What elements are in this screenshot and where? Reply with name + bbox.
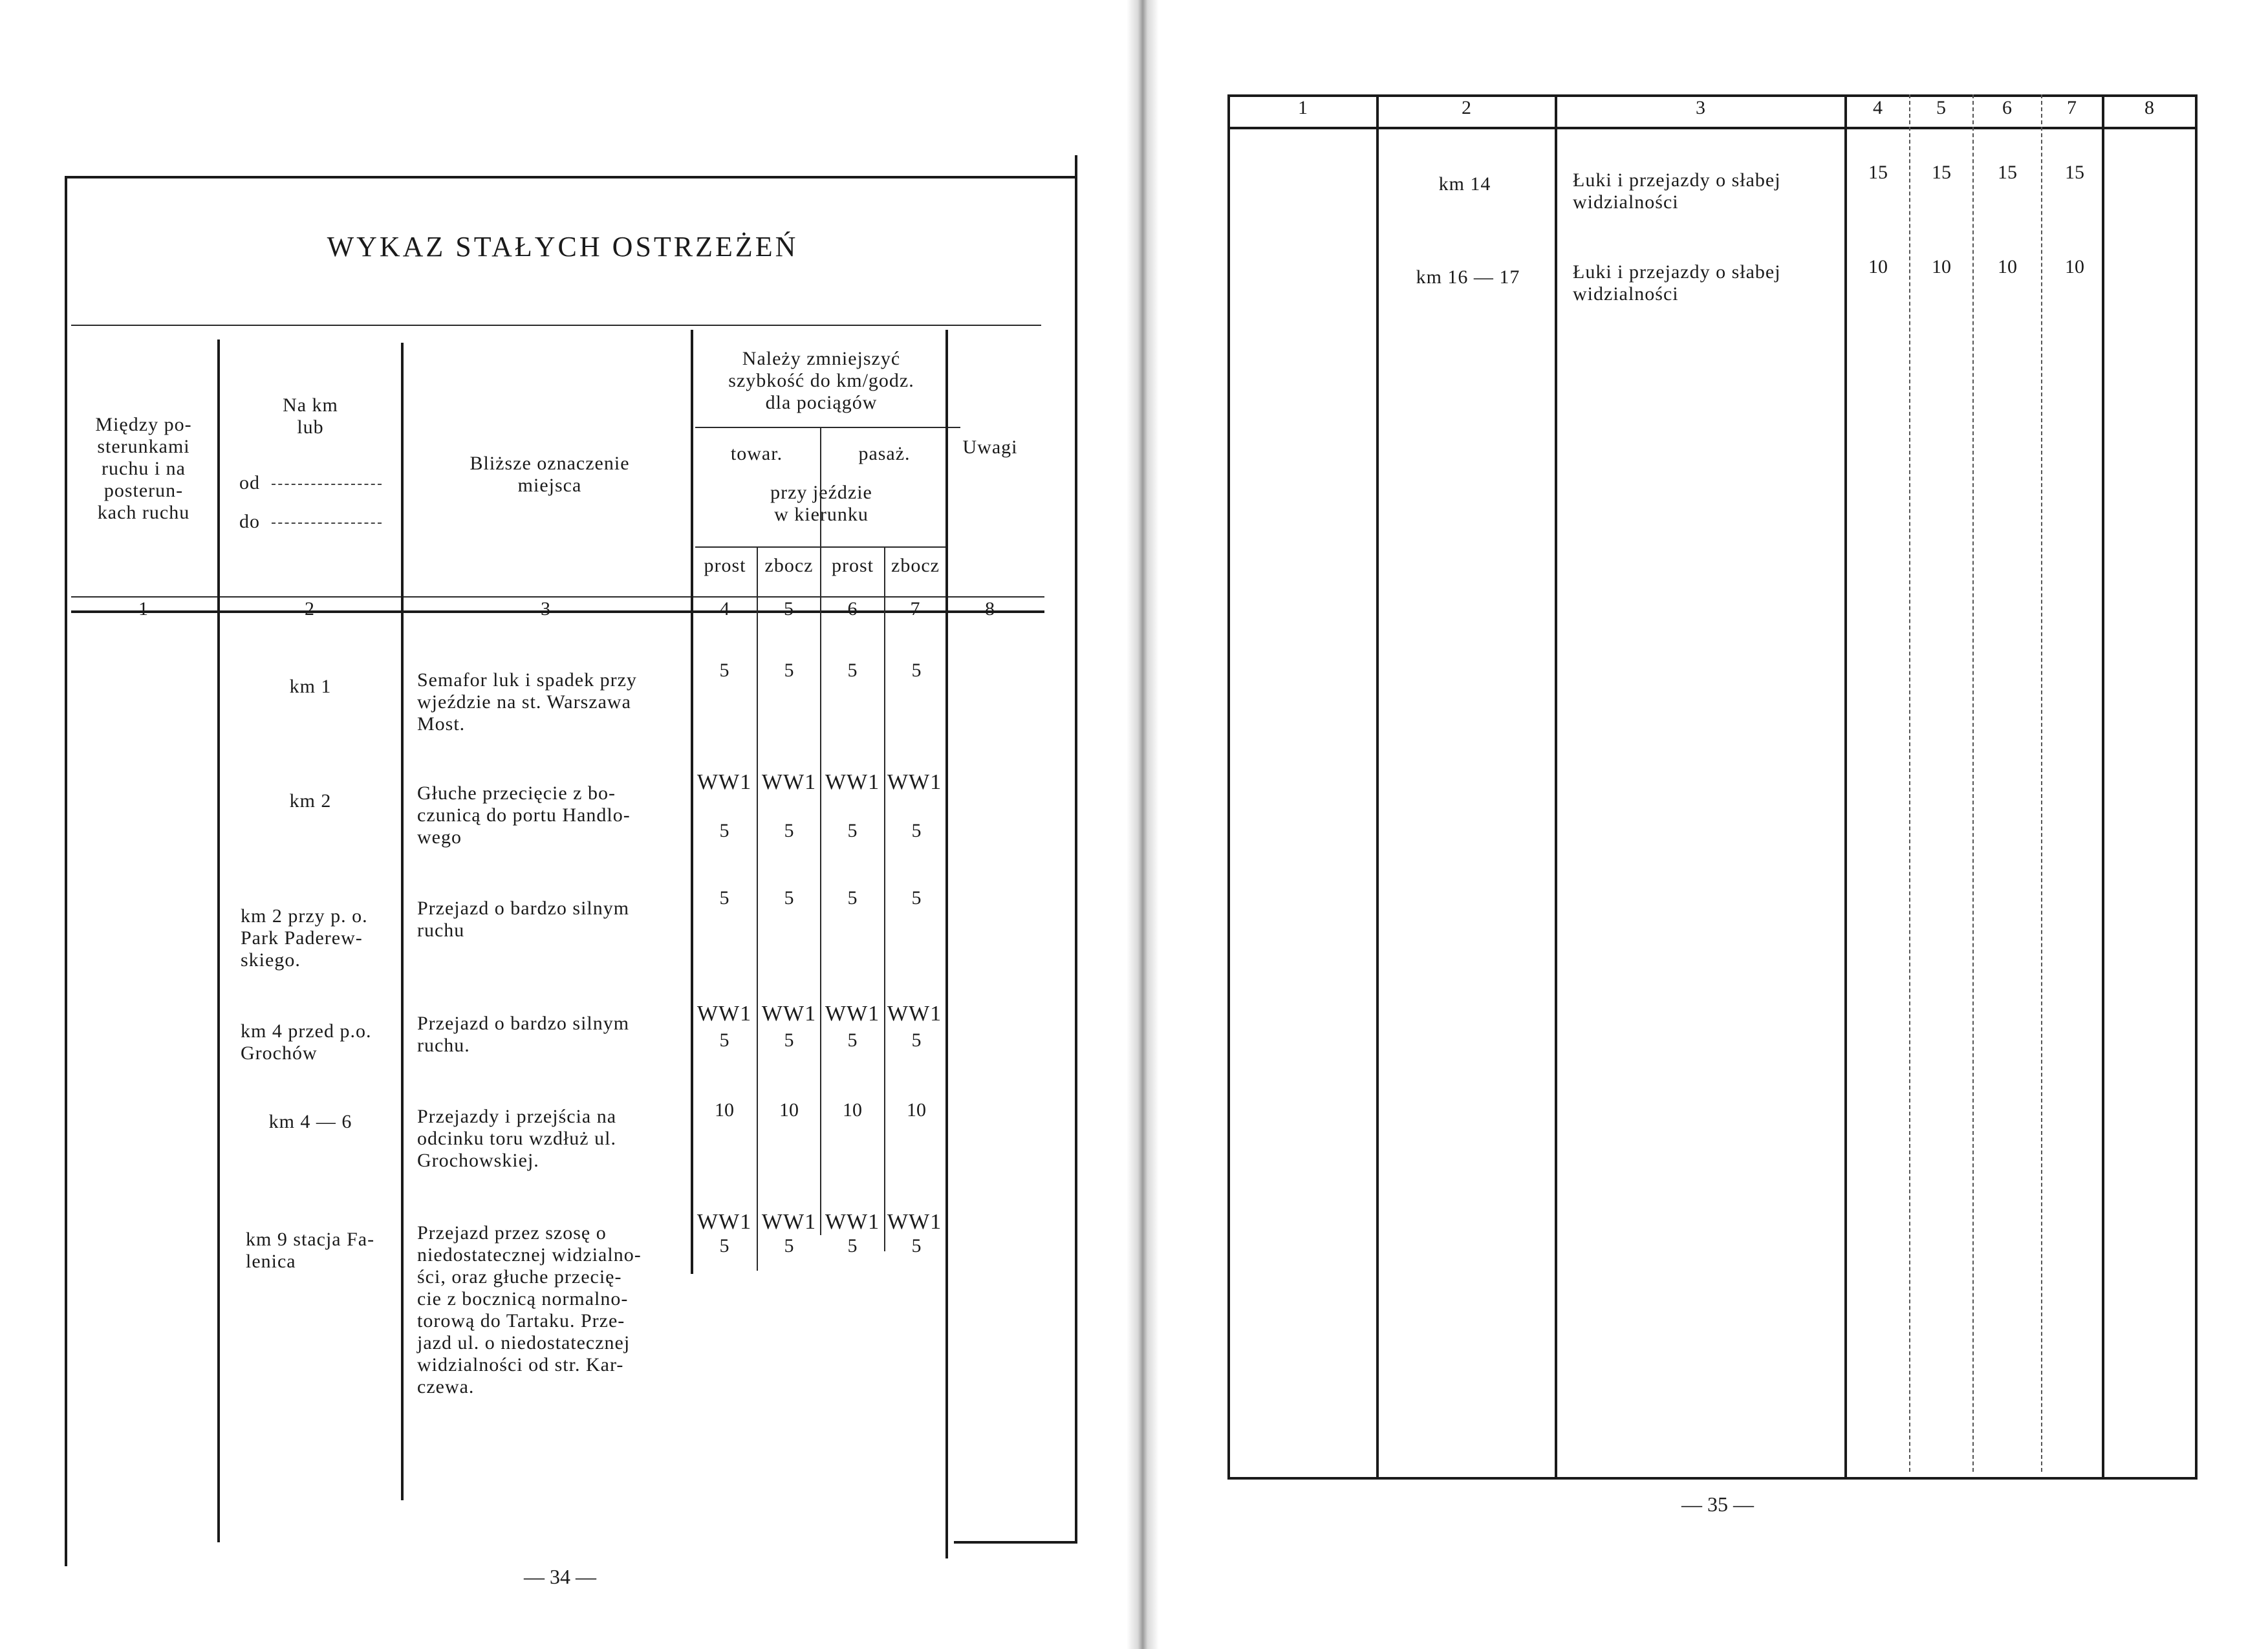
ww-sign-7: WW1 xyxy=(887,770,942,794)
ww-sign-5: WW1 xyxy=(761,770,817,794)
header-pasaz: pasaż. xyxy=(858,443,911,464)
header-col3: Bliższe oznaczenie miejsca xyxy=(470,453,630,496)
colnum-3: 3 xyxy=(541,598,551,620)
speed-cell-6: 10 xyxy=(1998,256,2017,277)
do-dashline xyxy=(272,523,382,524)
table-bottom-border xyxy=(954,1541,1077,1544)
speed-cell-6: 5 xyxy=(847,660,858,681)
colnum-6: 6 xyxy=(2002,97,2013,118)
ww-sign-5: WW1 xyxy=(761,1210,817,1234)
ww-sign-4: WW1 xyxy=(697,1002,752,1026)
col-divider-6 xyxy=(2041,94,2042,1472)
ww-sign-4: WW1 xyxy=(697,770,752,794)
speed-cell-5: 5 xyxy=(784,1029,794,1051)
speed-cell-6: 5 xyxy=(847,820,858,841)
speed-cell-6: 5 xyxy=(847,1029,858,1051)
speed-cell-4: 15 xyxy=(1868,162,1888,183)
header-col2-od: od xyxy=(239,472,260,493)
speed-cell-6: 5 xyxy=(847,1235,858,1256)
speed-cell-7: 5 xyxy=(911,1029,922,1051)
header-zbocz-1: zbocz xyxy=(764,555,814,576)
table-row-km: km 2 xyxy=(289,790,332,812)
colnum-1: 1 xyxy=(1298,97,1308,118)
col-divider-2 xyxy=(401,343,404,1500)
ww-sign-5: WW1 xyxy=(761,1002,817,1026)
colnum-4: 4 xyxy=(1873,97,1883,118)
table-row-km: km 4 przed p.o. Grochów xyxy=(241,1020,372,1064)
header-col2-top: Na km lub xyxy=(283,394,338,438)
speed-cell-5: 5 xyxy=(784,1235,794,1256)
header-zbocz-2: zbocz xyxy=(891,555,940,576)
table-row-km: km 14 xyxy=(1438,173,1491,195)
speed-cell-4: 5 xyxy=(719,660,729,681)
table-row-desc: Przejazd o bardzo silnym ruchu. xyxy=(417,1013,630,1056)
speed-cell-5: 5 xyxy=(784,660,794,681)
table-left-border xyxy=(1227,94,1230,1478)
ww-sign-4: WW1 xyxy=(697,1210,752,1234)
header-prost-1: prost xyxy=(704,555,746,576)
header-col8: Uwagi xyxy=(962,436,1018,458)
speed-cell-5: 15 xyxy=(1932,162,1951,183)
col-divider-3 xyxy=(691,330,693,1274)
table-row-desc: Łuki i przejazdy o słabej widzialności xyxy=(1573,169,1781,213)
table-row-km: km 9 stacja Fa- lenica xyxy=(246,1229,375,1272)
colnum-8: 8 xyxy=(985,598,995,620)
table-row-desc: Przejazdy i przejścia na odcinku toru wzdłuż ul. Grochowskiej. xyxy=(417,1106,617,1171)
table-row-desc: Głuche przecięcie z bo- czunicą do portu Handlo- wego xyxy=(417,782,631,848)
colnum-bottom-line xyxy=(1227,127,2198,129)
table-row-desc: Semafor luk i spadek przy wjeździe na st. Warszawa Most. xyxy=(417,669,637,735)
speed-cell-6: 5 xyxy=(847,887,858,909)
col-divider-5 xyxy=(1972,94,1974,1472)
speed-cell-5: 5 xyxy=(784,887,794,909)
table-row-desc: Łuki i przejazdy o słabej widzialności xyxy=(1573,261,1781,305)
colnum-5: 5 xyxy=(1936,97,1947,118)
colnum-2: 2 xyxy=(1462,97,1472,118)
speed-cell-6: 10 xyxy=(843,1099,862,1121)
speed-cell-4: 10 xyxy=(715,1099,734,1121)
speed-cell-7: 5 xyxy=(911,887,922,909)
ww-sign-7: WW1 xyxy=(887,1002,942,1026)
speed-cell-4: 10 xyxy=(1868,256,1888,277)
colnum-8: 8 xyxy=(2144,97,2155,118)
speed-cell-5: 5 xyxy=(784,820,794,841)
table-row-desc: Przejazd przez szosę o niedostatecznej widzialno- ści, oraz głuche przecię- cie z bocznicą normalno- torową do Tartaku. Prze- jazd ul. o niedostatecznej widzialności od str. Kar- czewa. xyxy=(417,1222,642,1397)
colnum-3: 3 xyxy=(1696,97,1706,118)
header-col2-do: do xyxy=(239,511,260,532)
header-col1: Między po- sterunkami ruchu i na posterun- kach ruchu xyxy=(95,414,192,523)
table-row-km: km 2 przy p. o. Park Paderew- skiego. xyxy=(241,905,368,971)
book-spine xyxy=(1127,0,1159,1649)
header-towar: towar. xyxy=(730,443,783,464)
col-divider-3 xyxy=(1844,94,1847,1478)
speed-cell-7: 10 xyxy=(2065,256,2084,277)
od-dashline xyxy=(272,484,382,485)
colnum-2: 2 xyxy=(305,598,315,620)
speed-cell-7: 5 xyxy=(911,660,922,681)
colnum-6: 6 xyxy=(847,598,858,620)
header-subline-1 xyxy=(695,427,960,428)
colnum-1: 1 xyxy=(138,598,149,620)
speed-cell-4: 5 xyxy=(719,1029,729,1051)
col-divider-1 xyxy=(1376,94,1379,1478)
table-top-border xyxy=(65,176,1077,178)
colnum-7: 7 xyxy=(2067,97,2077,118)
speed-cell-5: 10 xyxy=(779,1099,799,1121)
colnum-5: 5 xyxy=(784,598,794,620)
header-direction: przy jeździe w kierunku xyxy=(770,482,872,525)
speed-cell-4: 5 xyxy=(719,887,729,909)
speed-cell-6: 15 xyxy=(1998,162,2017,183)
colnum-7: 7 xyxy=(910,598,921,620)
table-row-km: km 4 — 6 xyxy=(268,1111,352,1132)
ww-sign-6: WW1 xyxy=(825,1210,880,1234)
colnum-4: 4 xyxy=(720,598,730,620)
table-right-border xyxy=(1075,155,1077,1542)
page-number-right: — 35 — xyxy=(1681,1493,1754,1516)
table-left-border xyxy=(65,176,67,1566)
table-row-desc: Przejazd o bardzo silnym ruchu xyxy=(417,898,630,941)
ww-sign-7: WW1 xyxy=(887,1210,942,1234)
col-divider-4 xyxy=(1909,94,1910,1472)
ww-sign-6: WW1 xyxy=(825,770,880,794)
ww-sign-6: WW1 xyxy=(825,1002,880,1026)
speed-cell-4: 5 xyxy=(719,1235,729,1256)
col-divider-2 xyxy=(1555,94,1557,1478)
speed-cell-7: 5 xyxy=(911,1235,922,1256)
table-row-km: km 1 xyxy=(289,676,332,697)
header-top-line xyxy=(71,325,1041,326)
speed-cell-7: 5 xyxy=(911,820,922,841)
table-right-border xyxy=(2195,94,2198,1478)
header-speed-group: Należy zmniejszyć szybkość do km/godz. dla pociągów xyxy=(728,348,914,413)
page-number-left: — 34 — xyxy=(524,1565,596,1588)
table-row-km: km 16 — 17 xyxy=(1416,266,1520,288)
table-bottom-border xyxy=(1227,1477,2198,1480)
header-subline-2 xyxy=(695,546,947,548)
col-divider-7 xyxy=(2102,94,2104,1478)
col-divider-1 xyxy=(217,339,220,1542)
page-title: WYKAZ STAŁYCH OSTRZEŻEŃ xyxy=(327,231,799,263)
header-prost-2: prost xyxy=(832,555,874,576)
speed-cell-5: 10 xyxy=(1932,256,1951,277)
speed-cell-4: 5 xyxy=(719,820,729,841)
speed-cell-7: 10 xyxy=(907,1099,926,1121)
speed-cell-7: 15 xyxy=(2065,162,2084,183)
